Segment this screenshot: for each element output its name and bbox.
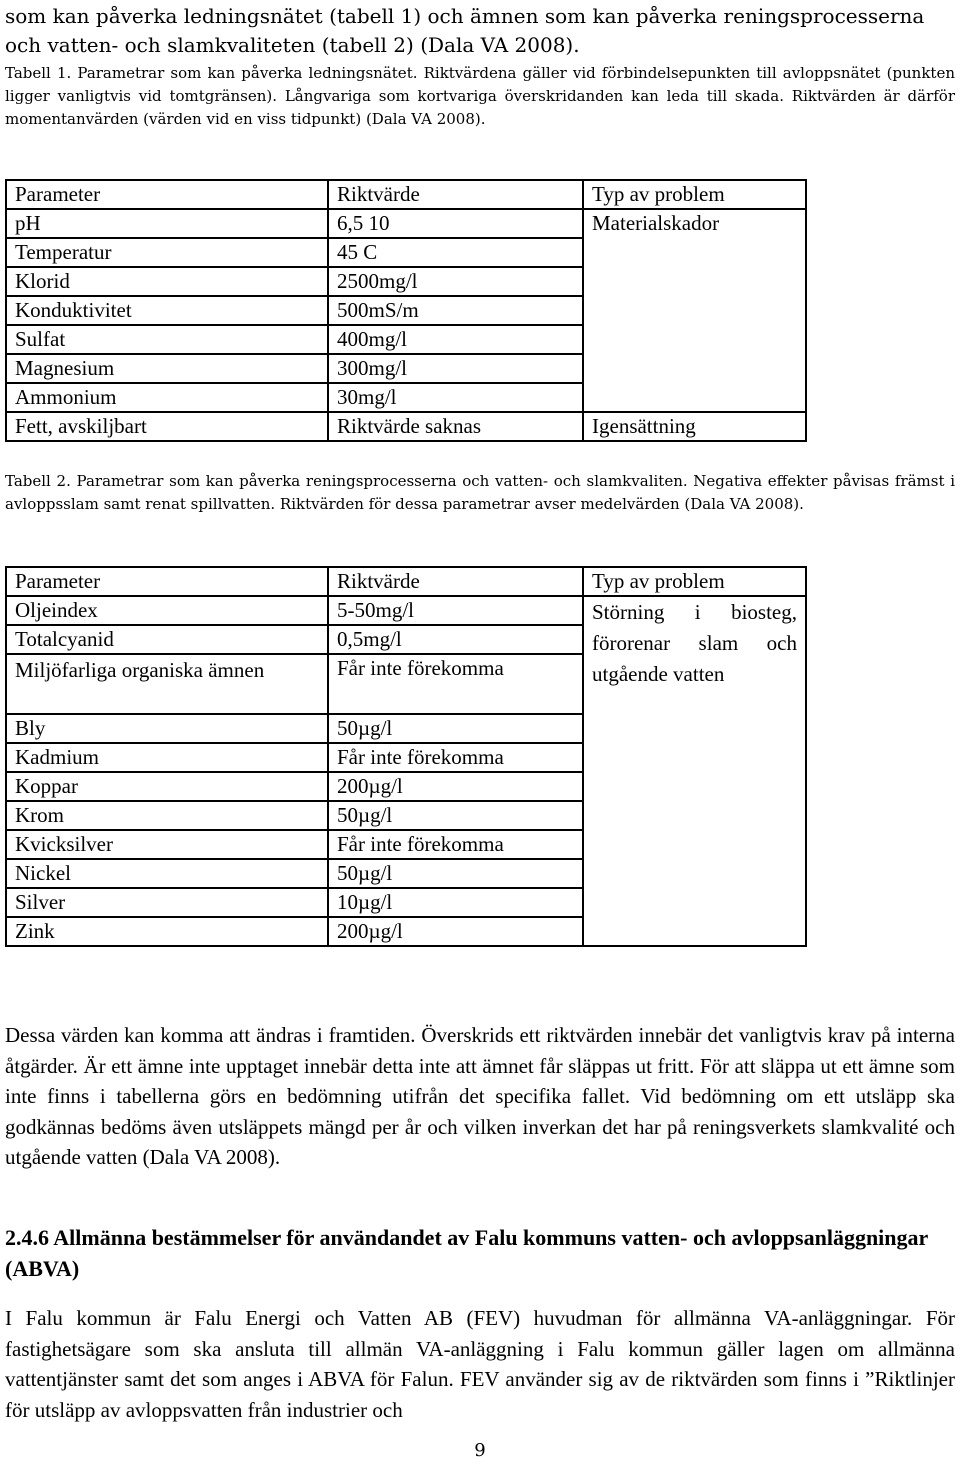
- section-paragraph: [5, 1303, 955, 1425]
- value-cell: 6,5 10: [328, 209, 583, 238]
- parameter-cell: Konduktivitet: [6, 296, 328, 325]
- table-header-row: [6, 180, 806, 209]
- paragraph-after-tables: [5, 1020, 955, 1173]
- value-cell: 2500mg/l: [328, 267, 583, 296]
- value-cell: 200µg/l: [328, 917, 583, 946]
- parameter-cell: Nickel: [6, 859, 328, 888]
- value-cell: 300mg/l: [328, 354, 583, 383]
- table2-caption-text: Tabell 2. Parametrar som kan påverka reningsprocesserna och vatten- och slamkvaliten. Negativa effekter påvisas främst i avloppsslam samt renat spillvatten. Riktvärden för dessa parametrar avser medelvärden (Dala VA 2008).: [5, 472, 955, 513]
- value-cell: 10µg/l: [328, 888, 583, 917]
- parameter-cell: Kadmium: [6, 743, 328, 772]
- value-cell: 0,5mg/l: [328, 625, 583, 654]
- parameter-cell: Krom: [6, 801, 328, 830]
- intro-paragraph: som kan påverka ledningsnätet (tabell 1) och ämnen som kan påverka reningsprocesserna och vatten- och slamkvaliteten (tabell 2) (Dala VA 2008).: [5, 4, 925, 57]
- table-row: [6, 596, 806, 625]
- page-number: 9: [474, 1440, 486, 1461]
- header-riktvarde: Riktvärde: [328, 180, 583, 209]
- header-typ-av-problem: Typ av problem: [583, 180, 806, 209]
- parameter-cell: pH: [6, 209, 328, 238]
- parameter-cell: Ammonium: [6, 383, 328, 412]
- problem-cell: Igensättning: [583, 412, 806, 441]
- section-heading: 2.4.6 Allmänna bestämmelser för användandet av Falu kommuns vatten- och avloppsanläggningar (ABVA): [5, 1225, 928, 1281]
- value-cell: 30mg/l: [328, 383, 583, 412]
- parameter-cell: Oljeindex: [6, 596, 328, 625]
- section-paragraph-text: I Falu kommun är Falu Energi och Vatten AB (FEV) huvudman för allmänna VA-anläggningar. För fastighetsägare som ska ansluta till allmän VA-anläggning i Falu kommun gäller lagen om allmänna vattentjänster samt det som anges i ABVA för Falun. FEV använder sig av de riktvärden som finns i ”Riktlinjer för utsläpp av avloppsvatten från industrier och: [5, 1306, 955, 1422]
- parameter-cell: Klorid: [6, 267, 328, 296]
- parameter-cell: Totalcyanid: [6, 625, 328, 654]
- header-parameter: Parameter: [6, 180, 328, 209]
- value-cell: Riktvärde saknas: [328, 412, 583, 441]
- table2-caption: [5, 470, 955, 516]
- table-1: [5, 179, 807, 442]
- parameter-cell: Kvicksilver: [6, 830, 328, 859]
- header-parameter: Parameter: [6, 567, 328, 596]
- parameter-cell: Sulfat: [6, 325, 328, 354]
- value-cell: 200µg/l: [328, 772, 583, 801]
- parameter-cell: Silver: [6, 888, 328, 917]
- value-cell: 500mS/m: [328, 296, 583, 325]
- parameter-cell: Zink: [6, 917, 328, 946]
- value-cell: 50µg/l: [328, 801, 583, 830]
- value-cell: 5-50mg/l: [328, 596, 583, 625]
- parameter-cell: Miljöfarliga organiska ämnen: [6, 654, 328, 714]
- header-riktvarde: Riktvärde: [328, 567, 583, 596]
- header-typ-av-problem: Typ av problem: [583, 567, 806, 596]
- table1-caption: [5, 62, 955, 131]
- value-cell: 50µg/l: [328, 859, 583, 888]
- value-cell: 45 C: [328, 238, 583, 267]
- parameter-cell: Magnesium: [6, 354, 328, 383]
- parameter-cell: Fett, avskiljbart: [6, 412, 328, 441]
- problem-cell-merged: Materialskador: [583, 209, 806, 412]
- value-cell: 400mg/l: [328, 325, 583, 354]
- value-cell: Får inte förekomma: [328, 654, 583, 714]
- problem-cell-merged: Störning i biosteg, förorenar slam och utgående vatten: [583, 596, 806, 946]
- table1-caption-text: Tabell 1. Parametrar som kan påverka ledningsnätet. Riktvärdena gäller vid förbindelsepunkten till avloppsnätet (punkten ligger vanligtvis vid tomtgränsen). Långvariga som kortvariga överskridanden kan leda till skada. Riktvärden är därför momentanvärden (värden vid en viss tidpunkt) (Dala VA 2008).: [5, 64, 955, 128]
- value-cell: 50µg/l: [328, 714, 583, 743]
- table-row: [6, 412, 806, 441]
- parameter-cell: Bly: [6, 714, 328, 743]
- paragraph-text: Dessa värden kan komma att ändras i framtiden. Överskrids ett riktvärden innebär det vanligtvis krav på interna åtgärder. Är ett ämne inte upptaget innebär detta inte att ämnet får släppas ut fritt. För att släppa ut ett ämne som inte finns i tabellerna görs en bedömning utifrån det specifika fallet. Vid bedömning om ett utsläpp ska godkännas bedöms även utsläppets mängd per år och vilken inverkan det har på reningsverkets slamkvalité och utgående vatten (Dala VA 2008).: [5, 1023, 955, 1169]
- parameter-cell: Koppar: [6, 772, 328, 801]
- table-2: [5, 566, 807, 947]
- table-row: [6, 209, 806, 238]
- value-cell: Får inte förekomma: [328, 830, 583, 859]
- parameter-cell: Temperatur: [6, 238, 328, 267]
- value-cell: Får inte förekomma: [328, 743, 583, 772]
- table-header-row: [6, 567, 806, 596]
